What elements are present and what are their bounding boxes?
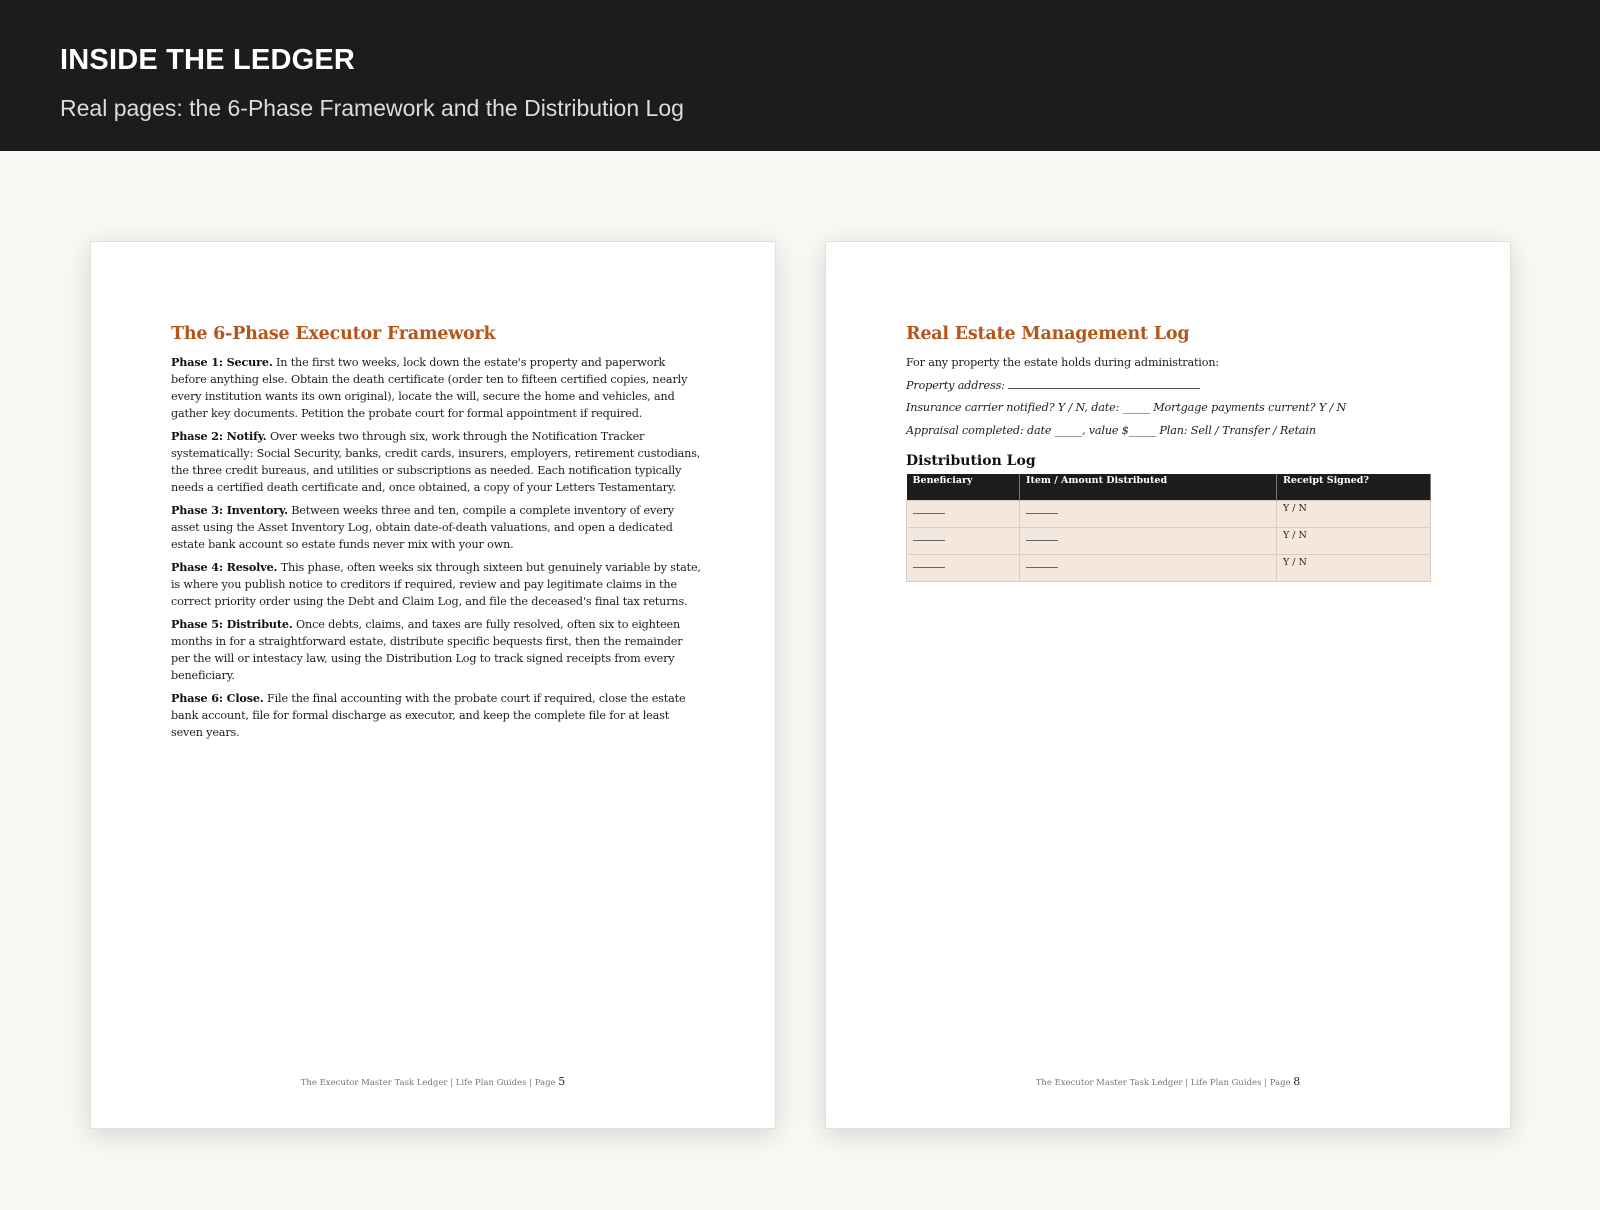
column-header: Beneficiary [907, 474, 1020, 501]
phase-text: This phase, often weeks six through sixteen but genuinely variable by state, is where you publish notice to creditors if required, review and pay legitimate claims in the correct priority order using the Debt and Claim Log, and file the deceased's final tax returns. [171, 561, 701, 608]
footer-text: The Executor Master Task Ledger | Life Plan Guides | Page [1035, 1078, 1294, 1088]
receipt-cell[interactable]: Y / N [1277, 528, 1431, 555]
page-heading: Real Estate Management Log [906, 324, 1190, 344]
blank-line [913, 530, 945, 541]
appraisal-line: Appraisal completed: date _____, value $_____ Plan: Sell / Transfer / Retain [906, 423, 1316, 437]
insurance-line: Insurance carrier notified? Y / N, date: _____ Mortgage payments current? Y / N [906, 401, 1347, 414]
beneficiary-cell[interactable] [907, 555, 1020, 582]
property-address-field[interactable] [1008, 378, 1200, 389]
distribution-log-heading: Distribution Log [906, 452, 1036, 469]
banner-subtitle: Real pages: the 6-Phase Framework and the Distribution Log [60, 95, 684, 121]
phase-paragraph [171, 428, 701, 496]
table-row [907, 555, 1431, 582]
page-number: 8 [1293, 1075, 1301, 1088]
distribution-log-table [906, 474, 1431, 583]
phase-text: Over weeks two through six, work through the Notification Tracker systematically: Social Security, banks, credit cards, insurers, employers, retirement custodians, the three credit bureaus, and utilities or subscriptions as needed. Each notification typically needs a certified death certificate and, once obtained, a copy of your Letters Testamentary. [171, 430, 701, 494]
document-page-real-estate [825, 241, 1511, 1129]
receipt-cell[interactable]: Y / N [1277, 501, 1431, 528]
banner-title: INSIDE THE LEDGER [60, 44, 356, 76]
beneficiary-cell[interactable] [907, 501, 1020, 528]
receipt-cell[interactable]: Y / N [1277, 555, 1431, 582]
page-footer [91, 1075, 775, 1088]
footer-text: The Executor Master Task Ledger | Life Plan Guides | Page [300, 1078, 559, 1088]
phase-paragraph [171, 502, 701, 553]
phase-label: Phase 4: Resolve. [171, 560, 278, 574]
document-page-framework [90, 241, 776, 1129]
phase-label: Phase 5: Distribute. [171, 617, 293, 631]
intro-text: For any property the estate holds during administration: [906, 356, 1219, 369]
item-cell[interactable] [1020, 528, 1277, 555]
phase-label: Phase 3: Inventory. [171, 503, 288, 517]
table-row [907, 528, 1431, 555]
phase-text: In the first two weeks, lock down the estate's property and paperwork before anything else. Obtain the death certificate (order ten to fifteen certified copies, nearly every institution wants its own original), locate the will, secure the home and vehicles, and gather key documents. Petition the probate court for formal appointment if required. [171, 356, 688, 420]
blank-line [1026, 530, 1058, 541]
blank-line [913, 557, 945, 568]
page-number: 5 [558, 1075, 566, 1088]
page-body [906, 324, 1436, 582]
page-body [171, 324, 701, 747]
blank-line [1026, 503, 1058, 514]
table-row [907, 501, 1431, 528]
phase-paragraph [171, 354, 701, 422]
page-footer [826, 1075, 1510, 1088]
phase-text: Once debts, claims, and taxes are fully resolved, often six to eighteen months in for a straightforward estate, distribute specific bequests first, then the remainder per the will or intestacy law, using the Distribution Log to track signed receipts from every beneficiary. [171, 618, 683, 682]
table-header-row [907, 474, 1431, 501]
phase-paragraph [171, 616, 701, 684]
phase-text: Between weeks three and ten, compile a complete inventory of every asset using the Asset Inventory Log, obtain date-of-death valuations, and open a dedicated estate bank account so estate funds never mix with your own. [171, 504, 675, 551]
property-address-label: Property address: [906, 378, 1005, 392]
phase-label: Phase 1: Secure. [171, 355, 273, 369]
beneficiary-cell[interactable] [907, 528, 1020, 555]
page-heading: The 6-Phase Executor Framework [171, 324, 496, 344]
item-cell[interactable] [1020, 501, 1277, 528]
phase-label: Phase 6: Close. [171, 691, 264, 705]
header-banner [0, 0, 1600, 151]
property-address-line [906, 377, 1436, 394]
phase-text: File the final accounting with the probate court if required, close the estate bank account, file for formal discharge as executor, and keep the complete file for at least seven years. [171, 692, 686, 739]
phase-paragraph [171, 690, 701, 741]
phase-label: Phase 2: Notify. [171, 429, 267, 443]
column-header: Item / Amount Distributed [1020, 474, 1277, 501]
column-header: Receipt Signed? [1277, 474, 1431, 501]
blank-line [1026, 557, 1058, 568]
item-cell[interactable] [1020, 555, 1277, 582]
phase-paragraph [171, 559, 701, 610]
blank-line [913, 503, 945, 514]
